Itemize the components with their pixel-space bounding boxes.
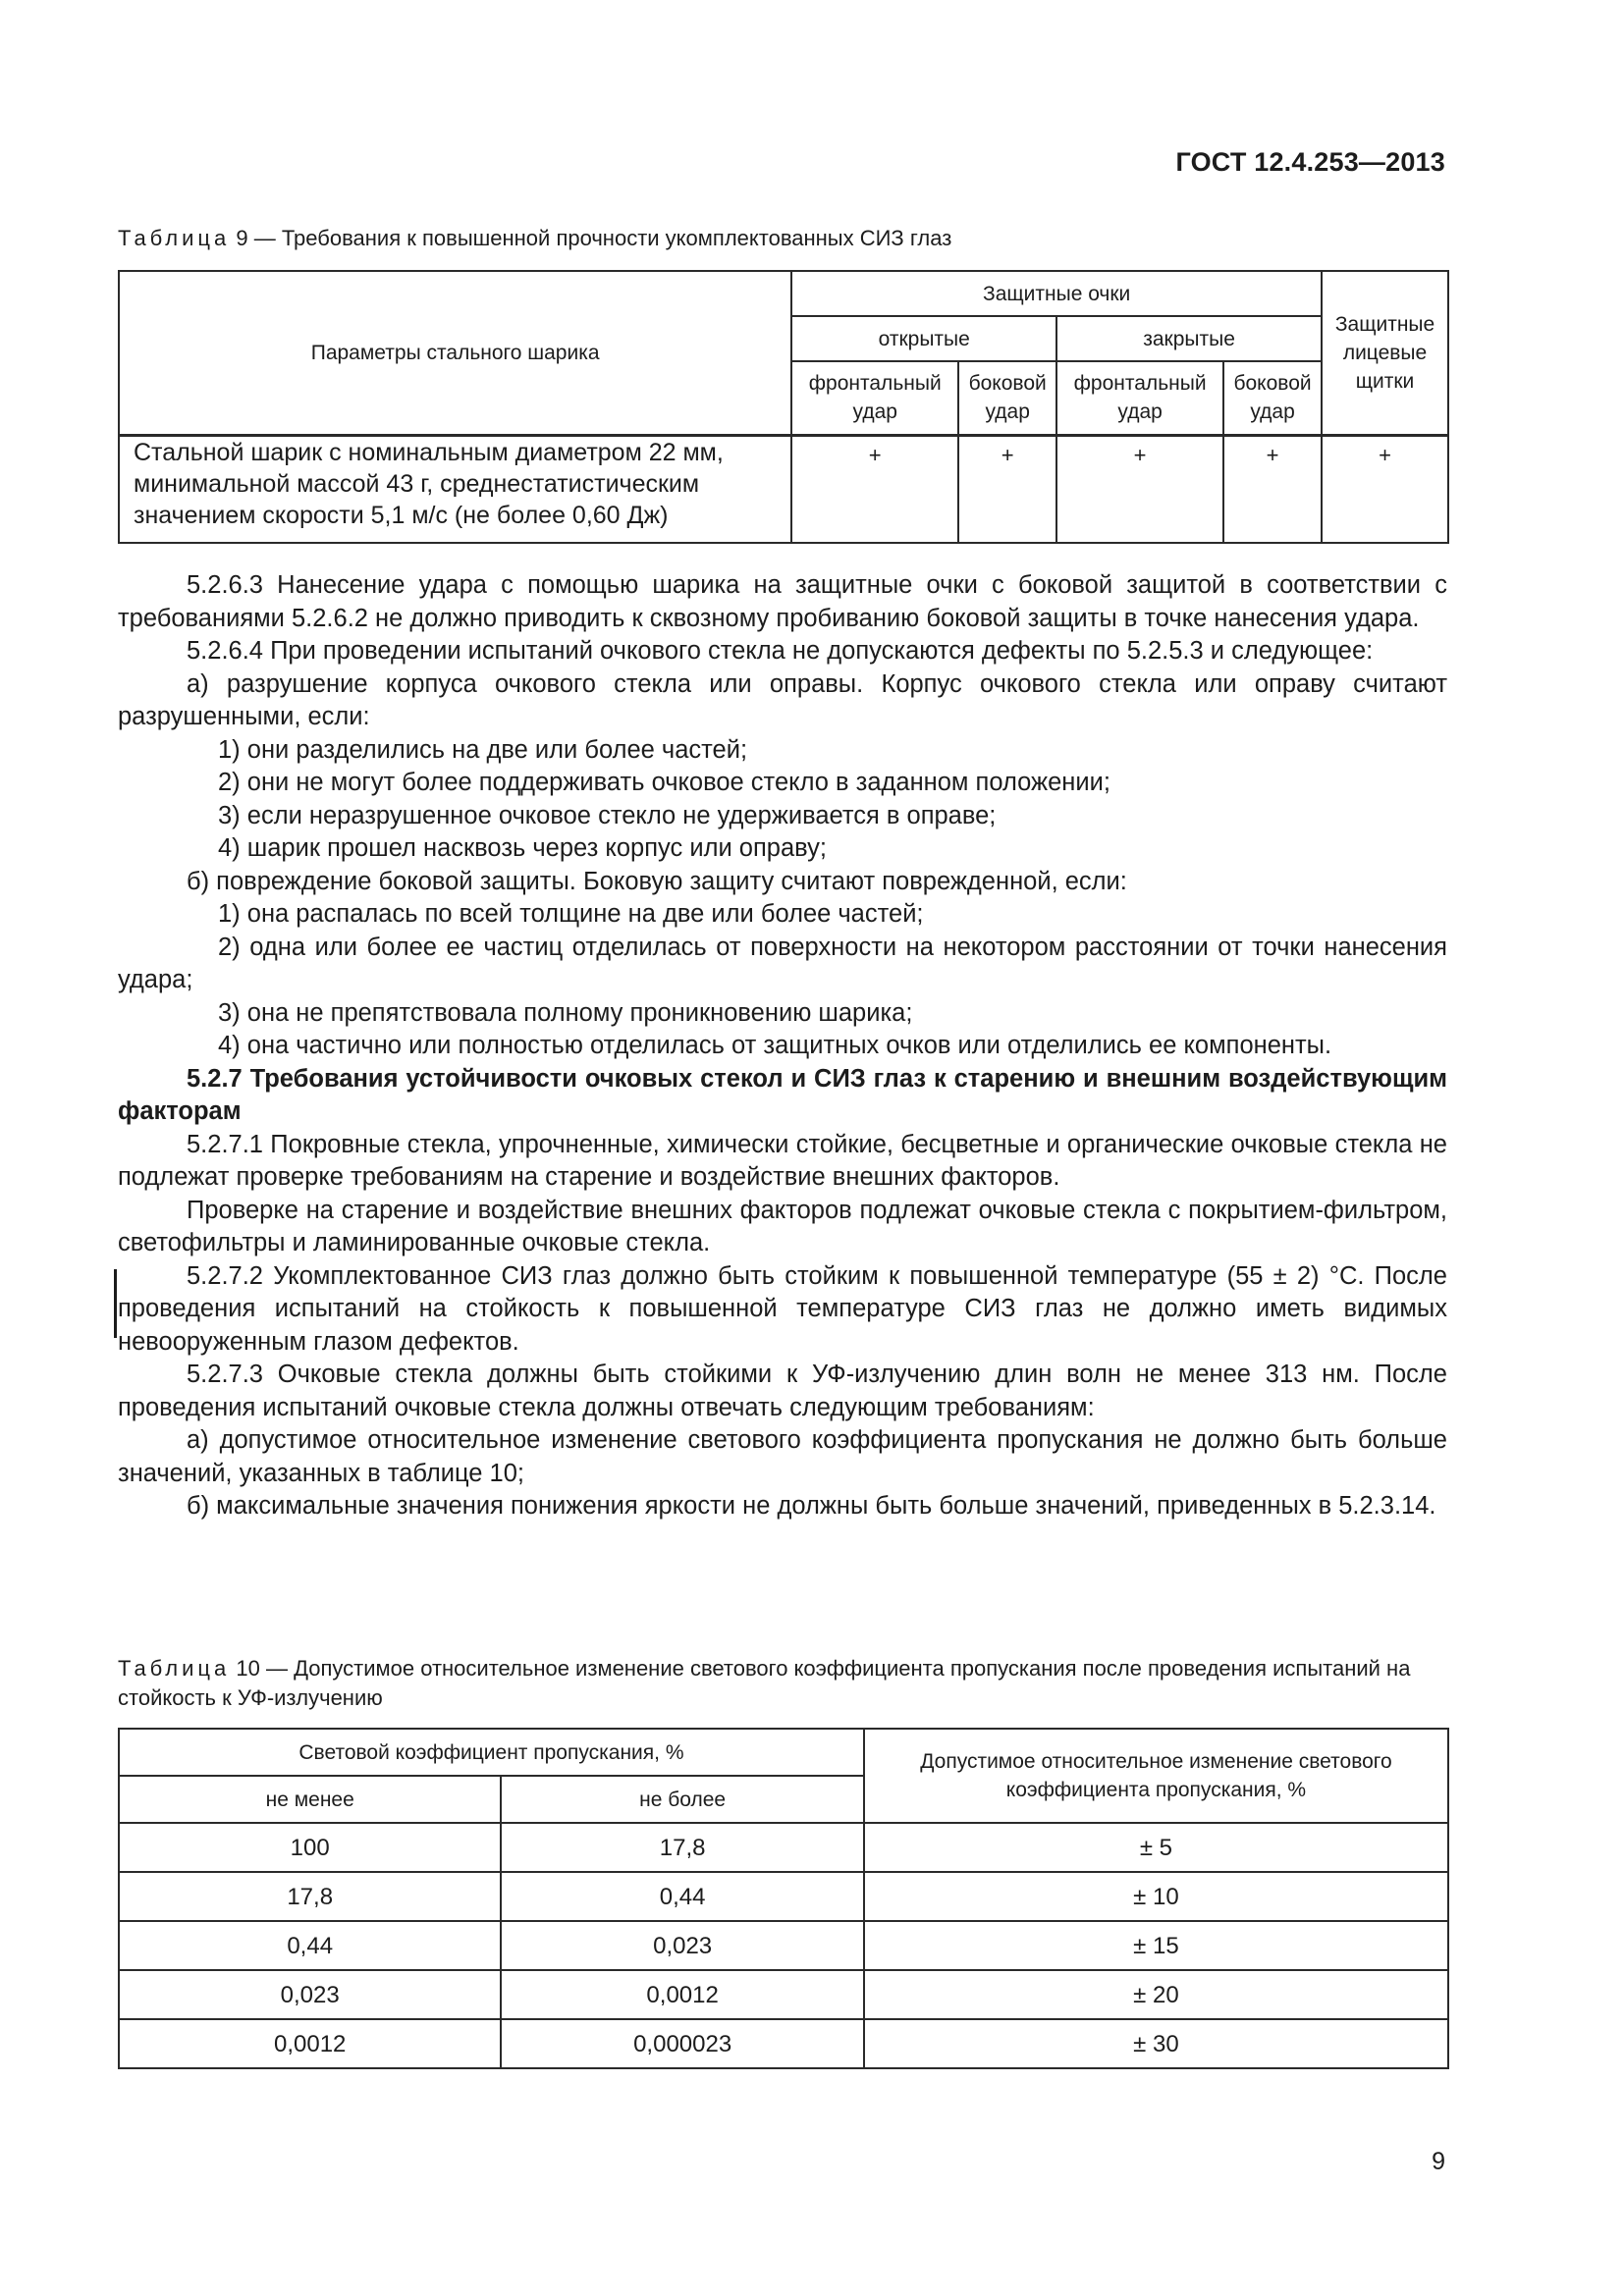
table10-cell: 0,023	[119, 1970, 501, 2019]
table10-cell: ± 15	[864, 1921, 1448, 1970]
table10-cell: ± 10	[864, 1872, 1448, 1921]
table-row	[119, 1970, 1448, 2019]
list-item: б) повреждение боковой защиты. Боковую защиту считают поврежденной, если:	[187, 867, 1127, 895]
section-heading: 5.2.7 Требования устойчивости очковых стекол и СИЗ глаз к старению и внешним воздействующим факторам	[118, 1064, 1447, 1125]
table-row	[119, 1921, 1448, 1970]
table9-header-open-frontal: фронтальный удар	[791, 361, 958, 435]
table10-cell: 0,44	[501, 1872, 863, 1921]
paragraph: 5.2.7.3 Очковые стекла должны быть стойкими к УФ-излучению длин волн не менее 313 нм. После проведения испытаний очковые стекла должны отвечать следующим требованиям:	[118, 1361, 1447, 1421]
table9-mark: +	[958, 435, 1056, 543]
table9-mark: +	[1056, 435, 1223, 543]
table10-header-min: не менее	[119, 1776, 501, 1823]
table10-caption	[118, 1654, 1447, 1713]
list-item: б) максимальные значения понижения яркости не должны быть больше значений, приведенных в 5.2.3.14.	[187, 1492, 1436, 1520]
table9-header-goggles: Защитные очки	[791, 271, 1322, 316]
table10-cell: ± 30	[864, 2019, 1448, 2068]
table10-header-change: Допустимое относительное изменение светового коэффициента пропускания, %	[864, 1729, 1448, 1823]
paragraph: Проверке на старение и воздействие внешних факторов подлежат очковые стекла с покрытием-фильтром, светофильтры и ламинированные очковые стекла.	[118, 1196, 1447, 1256]
table10-header-group: Световой коэффициент пропускания, %	[119, 1729, 864, 1776]
list-item: 1) она распалась по всей толщине на две или более частей;	[218, 900, 924, 928]
list-item: а) разрушение корпуса очкового стекла или оправы. Корпус очкового стекла или оправу считают разрушенными, если:	[118, 669, 1447, 730]
table10-cell: 0,000023	[501, 2019, 863, 2068]
table10-cell: 17,8	[119, 1872, 501, 1921]
list-item: 2) они не могут более поддерживать очковое стекло в заданном положении;	[218, 769, 1110, 796]
revision-bar	[114, 1269, 117, 1338]
table9-caption-title: 9 — Требования к повышенной прочности укомплектованных СИЗ глаз	[230, 226, 952, 250]
table9	[118, 270, 1449, 544]
table-row	[119, 1872, 1448, 1921]
table9-header-closed-side: боковой удар	[1223, 361, 1322, 435]
table-row	[119, 1823, 1448, 1872]
paragraph: 5.2.6.3 Нанесение удара с помощью шарика на защитные очки с боковой защитой в соответствии с требованиями 5.2.6.2 не должно приводить к сквозному пробиванию боковой защиты в точке нанесения удара.	[118, 571, 1447, 632]
table10-caption-title: 10 — Допустимое относительное изменение светового коэффициента пропускания после проведения испытаний на стойкость к УФ-излучению	[118, 1656, 1411, 1710]
paragraph: 5.2.7.1 Покровные стекла, упрочненные, химически стойкие, бесцветные и органические очковые стекла не подлежат проверке требованиям на старение и воздействие внешних факторов.	[118, 1130, 1447, 1191]
list-item: 3) если неразрушенное очковое стекло не удерживается в оправе;	[218, 801, 997, 829]
table9-header-face-shield: Защитные лицевые щитки	[1322, 271, 1448, 435]
table9-caption	[118, 224, 1447, 253]
table10-cell: 100	[119, 1823, 501, 1872]
page-number: 9	[1432, 2148, 1445, 2175]
list-item: а) допустимое относительное изменение светового коэффициента пропускания не должно быть больше значений, указанных в таблице 10;	[118, 1426, 1447, 1487]
list-item: 4) она частично или полностью отделилась от защитных очков или отделились ее компоненты.	[218, 1032, 1332, 1059]
list-item: 3) она не препятствовала полному проникновению шарика;	[218, 998, 913, 1027]
table-row	[119, 2019, 1448, 2068]
table10-cell: ± 5	[864, 1823, 1448, 1872]
table9-mark: +	[1322, 435, 1448, 543]
list-item: 4) шарик прошел насквозь через корпус или оправу;	[218, 834, 827, 862]
body-text	[118, 569, 1447, 1523]
table9-header-open: открытые	[791, 316, 1056, 361]
list-item: 2) одна или более ее частиц отделилась от поверхности на некотором расстоянии от точки нанесения удара;	[118, 933, 1447, 993]
table10-cell: 0,023	[501, 1921, 863, 1970]
table10-cell: 0,0012	[501, 1970, 863, 2019]
table10-cell: 0,44	[119, 1921, 501, 1970]
list-item: 1) они разделились на две или более частей;	[218, 735, 748, 764]
document-code: ГОСТ 12.4.253—2013	[1175, 147, 1445, 177]
table10	[118, 1728, 1449, 2069]
table9-row-label: Стальной шарик с номинальным диаметром 22 мм, минимальной массой 43 г, среднестатистическим значением скорости 5,1 м/с (не более 0,60 Дж)	[119, 435, 791, 543]
table10-cell: 0,0012	[119, 2019, 501, 2068]
table-row	[119, 435, 1448, 543]
table10-cell: ± 20	[864, 1970, 1448, 2019]
table10-cell: 17,8	[501, 1823, 863, 1872]
table9-header-closed-frontal: фронтальный удар	[1056, 361, 1223, 435]
paragraph: 5.2.7.2 Укомплектованное СИЗ глаз должно быть стойким к повышенной температуре (55 ± 2) °С. После проведения испытаний на стойкость к повышенной температуре СИЗ глаз не должно иметь видимых невооруженным глазом дефектов.	[118, 1261, 1447, 1356]
table9-header-param: Параметры стального шарика	[119, 271, 791, 435]
table9-header-open-side: боковой удар	[958, 361, 1056, 435]
table9-caption-word: Таблица	[118, 226, 231, 250]
paragraph: 5.2.6.4 При проведении испытаний очкового стекла не допускаются дефекты по 5.2.5.3 и следующее:	[187, 637, 1374, 665]
table10-caption-word: Таблица	[118, 1656, 231, 1681]
table9-mark: +	[1223, 435, 1322, 543]
table10-header-max: не более	[501, 1776, 863, 1823]
table9-mark: +	[791, 435, 958, 543]
table9-header-closed: закрытые	[1056, 316, 1322, 361]
